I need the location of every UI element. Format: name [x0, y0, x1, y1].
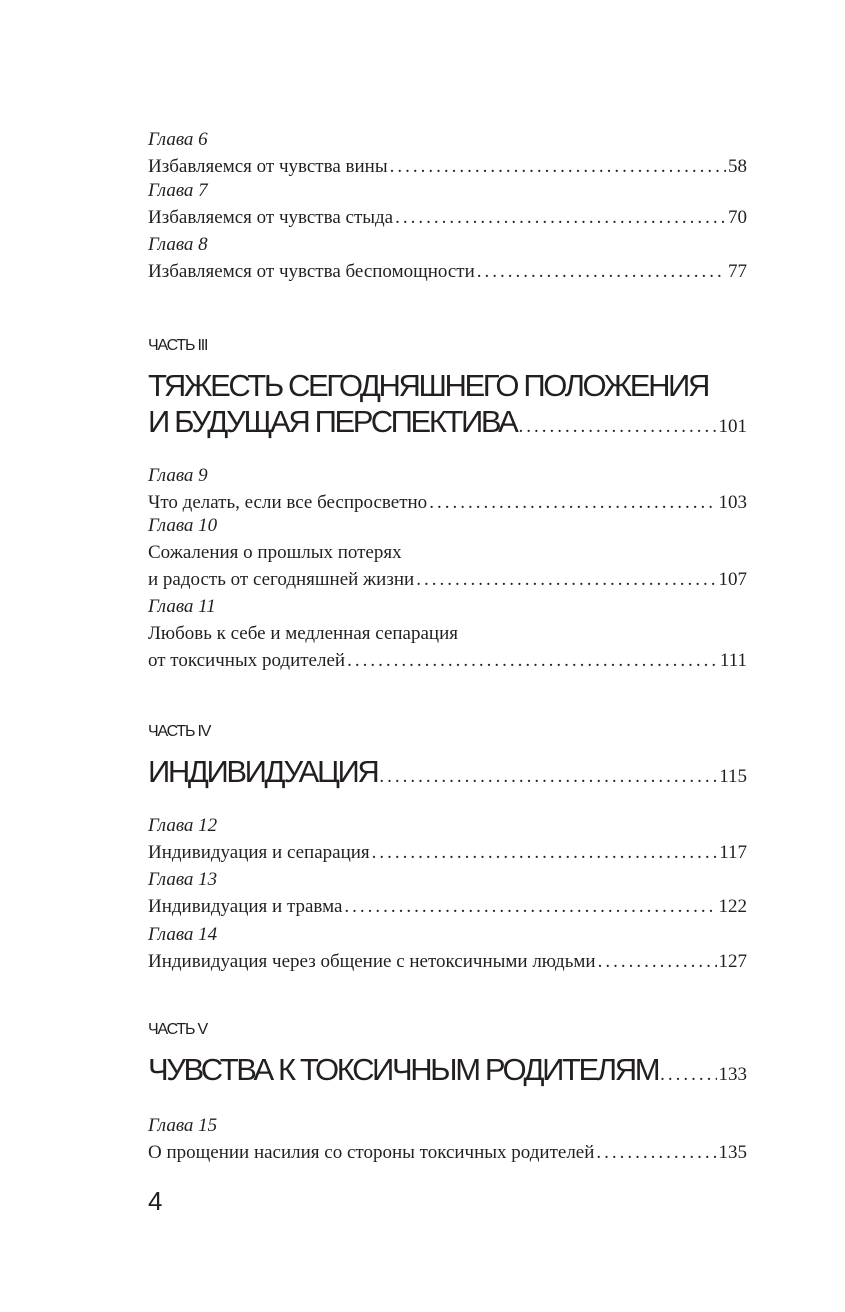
page-ref: 115	[719, 766, 747, 787]
chapter-label: Глава 12	[148, 815, 218, 836]
part-title-line-1: ТЯЖЕСТЬ СЕГОДНЯШНЕГО ПОЛОЖЕНИЯ	[148, 368, 708, 403]
page-ref: 107	[718, 569, 747, 590]
chapter-title: Индивидуация через общение с нетоксичными людьми	[148, 951, 596, 972]
chapter-label: Глава 14	[148, 924, 218, 945]
part-title-line-2: И БУДУЩАЯ ПЕРСПЕКТИВА	[148, 404, 517, 439]
dot-leader	[395, 204, 726, 231]
dot-leader	[347, 647, 718, 674]
dot-leader	[344, 893, 716, 920]
chapter-label: Глава 9	[148, 465, 208, 486]
chapter-label: Глава 6	[148, 129, 208, 150]
page-ref: 77	[728, 261, 747, 282]
page-ref: 122	[718, 896, 747, 917]
chapter-label: Глава 10	[148, 515, 218, 536]
toc-entry-chapter-13[interactable]	[148, 866, 747, 920]
toc-entry-chapter-11[interactable]	[148, 593, 747, 674]
toc-entry-chapter-12[interactable]	[148, 812, 747, 866]
part-label: ЧАСТЬ IV	[148, 723, 211, 740]
page-ref: 58	[728, 156, 747, 177]
toc-entry-chapter-9[interactable]	[148, 462, 747, 516]
page-ref: 70	[728, 207, 747, 228]
part-title: ИНДИВИДУАЦИЯ	[148, 754, 378, 789]
page-ref: 127	[718, 951, 747, 972]
page-ref: 135	[718, 1142, 747, 1163]
chapter-title: Избавляемся от чувства беспомощности	[148, 261, 475, 282]
toc-entry-chapter-10[interactable]	[148, 512, 747, 593]
toc-part-5[interactable]	[148, 1020, 747, 1093]
part-title: ЧУВСТВА К ТОКСИЧНЫМ РОДИТЕЛЯМ	[148, 1052, 659, 1087]
toc-entry-chapter-6[interactable]	[148, 126, 747, 180]
page-ref: 133	[718, 1064, 747, 1085]
chapter-title: от токсичных родителей	[148, 650, 346, 671]
dot-leader	[379, 759, 717, 795]
part-label: ЧАСТЬ V	[148, 1021, 207, 1038]
dot-leader	[660, 1057, 716, 1093]
chapter-label: Глава 11	[148, 596, 216, 617]
part-label: ЧАСТЬ III	[148, 337, 208, 354]
chapter-label: Глава 8	[148, 234, 208, 255]
dot-leader	[390, 153, 726, 180]
dot-leader	[598, 948, 717, 975]
chapter-label: Глава 13	[148, 869, 218, 890]
toc-entry-chapter-8[interactable]	[148, 231, 747, 285]
page-ref: 103	[718, 492, 747, 513]
page-ref: 101	[718, 416, 747, 437]
page-ref: 111	[719, 650, 747, 671]
chapter-title: Избавляемся от чувства вины	[148, 156, 388, 177]
chapter-title: О прощении насилия со стороны токсичных родителей	[148, 1142, 595, 1163]
page-number: 4	[148, 1186, 163, 1216]
page-ref: 117	[719, 842, 747, 863]
toc-part-3[interactable]	[148, 336, 747, 445]
dot-leader	[477, 258, 726, 285]
chapter-title: Избавляемся от чувства стыда	[148, 207, 394, 228]
dot-leader	[416, 566, 716, 593]
dot-leader	[372, 839, 718, 866]
chapter-title-line-1: Сожаления о прошлых потерях	[148, 542, 402, 563]
chapter-title: Индивидуация и травма	[148, 896, 343, 917]
chapter-label: Глава 7	[148, 180, 208, 201]
chapter-title: Что делать, если все беспросветно	[148, 492, 428, 513]
chapter-title: Индивидуация и сепарация	[148, 842, 370, 863]
toc-part-4[interactable]	[148, 722, 747, 795]
toc-entry-chapter-7[interactable]	[148, 177, 747, 231]
chapter-title: и радость от сегодняшней жизни	[148, 569, 415, 590]
toc-entry-chapter-15[interactable]	[148, 1112, 747, 1166]
dot-leader	[518, 409, 716, 445]
chapter-title-line-1: Любовь к себе и медленная сепарация	[148, 623, 458, 644]
toc-entry-chapter-14[interactable]	[148, 921, 747, 975]
chapter-label: Глава 15	[148, 1115, 218, 1136]
dot-leader	[596, 1139, 716, 1166]
